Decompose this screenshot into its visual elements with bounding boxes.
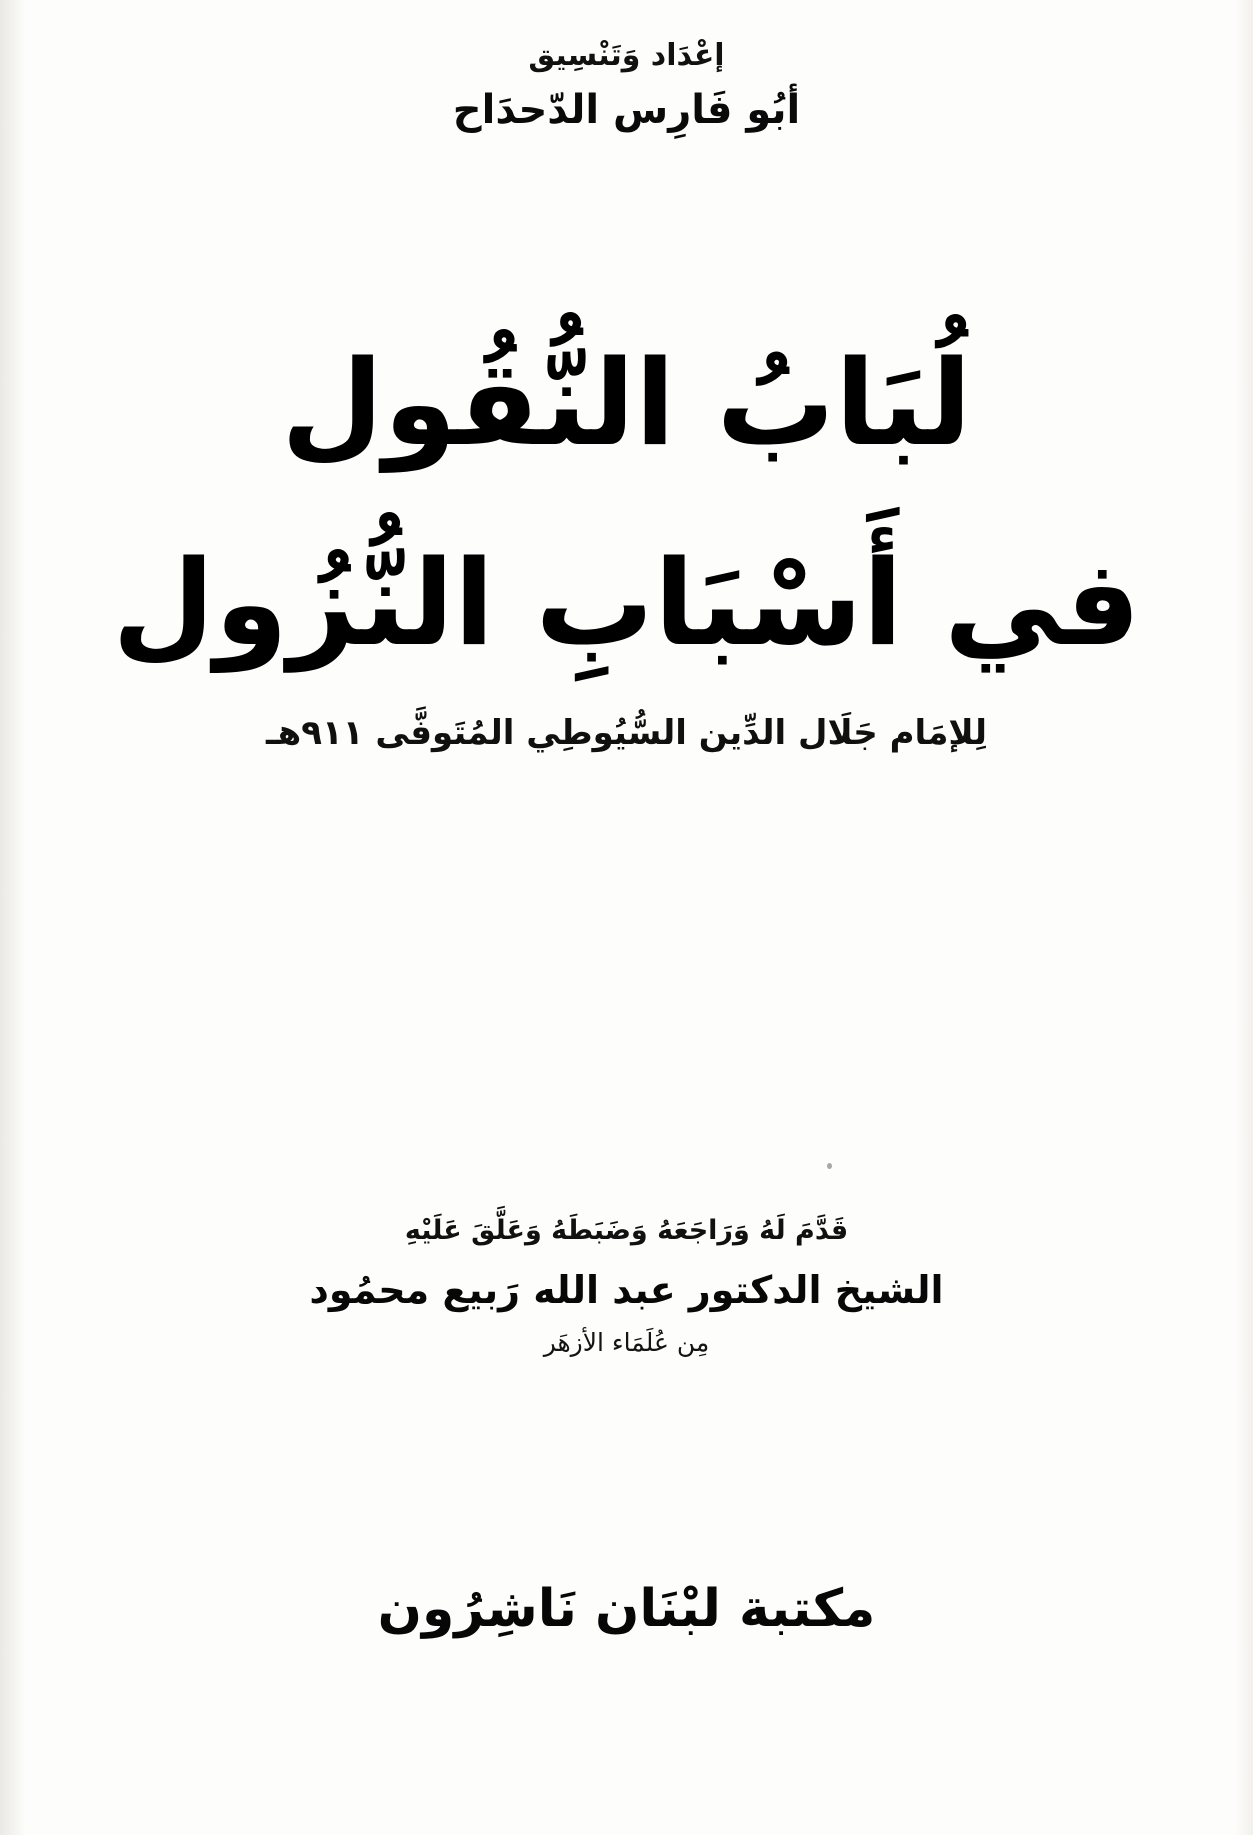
book-title-line-1: لُبَابُ النُّقُول [281, 334, 972, 472]
book-title-block [0, 330, 1253, 753]
editor-affiliation: مِن عُلَمَاء الأزهَر [543, 1328, 710, 1357]
prepared-by-label: إعْدَاد وَتَنْسِيق [528, 38, 725, 73]
editor-credit-block [0, 1215, 1253, 1357]
book-title-line-2: في أَسْبَابِ النُّزُول [112, 533, 1141, 672]
publisher-block [0, 1579, 1253, 1639]
scan-speck [827, 1163, 832, 1169]
preparer-credit-block [0, 38, 1253, 133]
preparer-name: أبُو فَارِس الدّحدَاح [452, 87, 801, 133]
publisher-name: مكتبة لبْنَان نَاشِرُون [377, 1579, 876, 1639]
book-author-line: لِلإمَام جَلَال الدِّين السُّيُوطِي المُتَوفَّى ٩١١هـ [266, 713, 987, 753]
editor-name: الشيخ الدكتور عبد الله رَبيع محمُود [309, 1268, 944, 1312]
editor-role-line: قَدَّمَ لَهُ وَرَاجَعَهُ وَضَبَطَهُ وَعَلَّقَ عَلَيْهِ [404, 1215, 849, 1246]
